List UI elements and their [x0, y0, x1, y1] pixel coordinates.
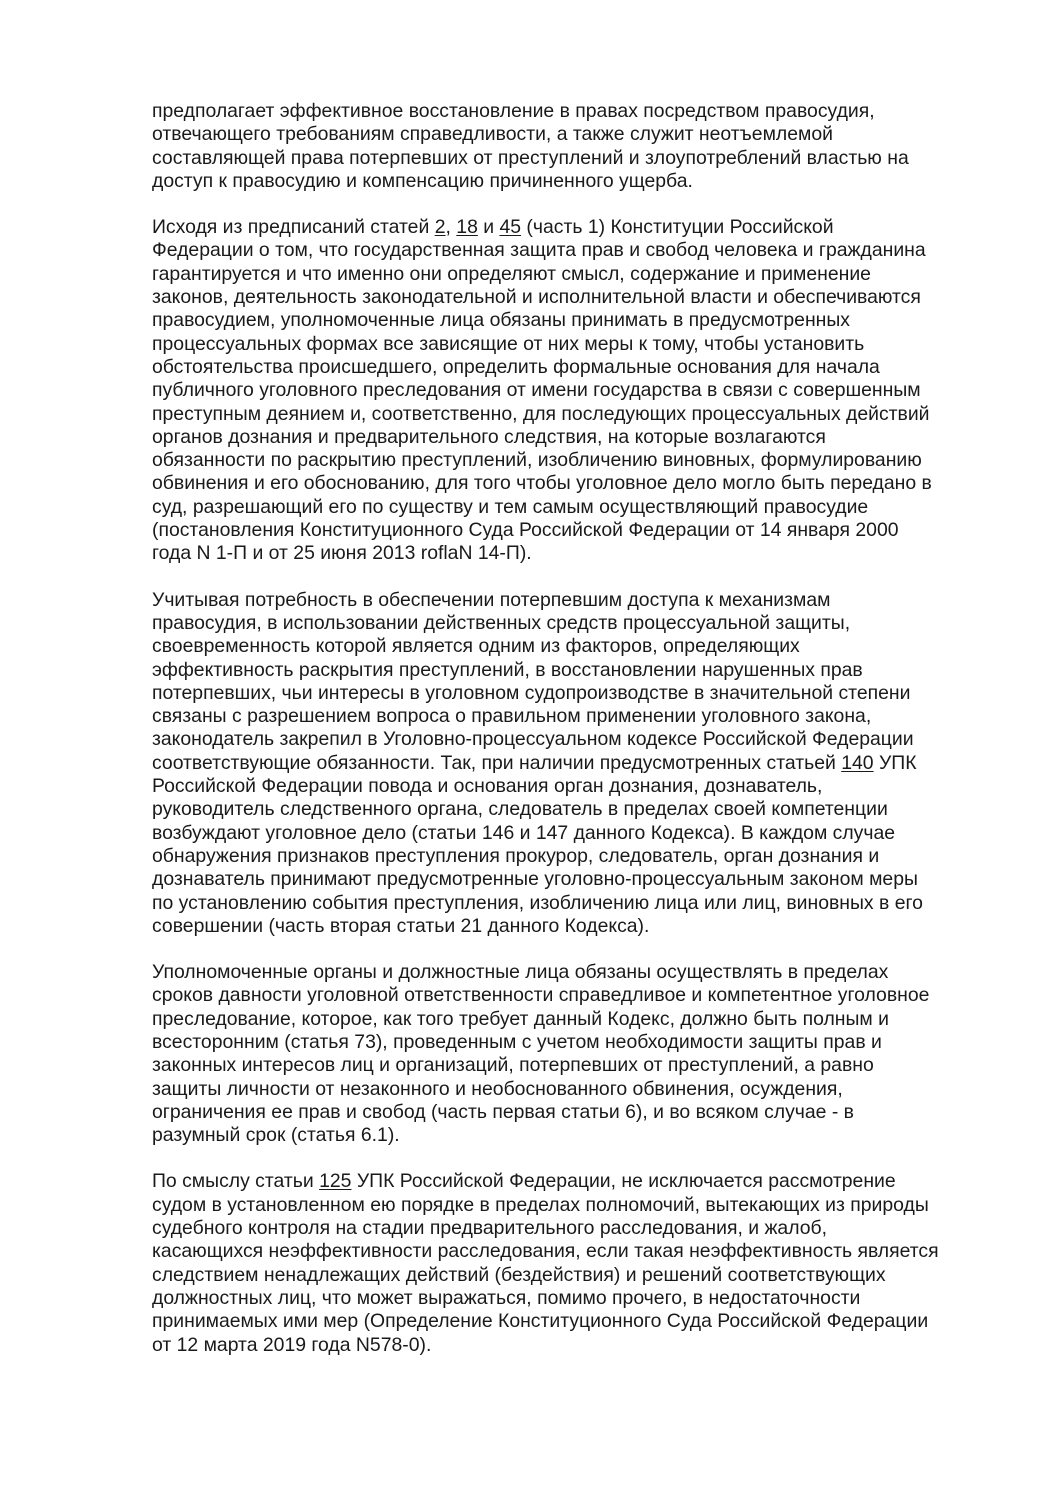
- text-fragment: и: [477, 216, 500, 239]
- text-line: ограничения ее прав и свобод (часть первая статьи 6), и во всяком случае - в: [152, 1100, 854, 1123]
- text-line: совершении (часть вторая статьи 21 данного Кодекса).: [152, 914, 650, 937]
- text-line: отвечающего требованиям справедливости, а также служит неотъемлемой: [152, 123, 833, 146]
- text-line: Российской Федерации повода и основания орган дознания, дознаватель,: [152, 775, 823, 798]
- text-line: принимаемых ими мер (Определение Конституционного Суда Российской Федерации: [152, 1310, 929, 1333]
- text-line: следствием ненадлежащих действий (бездействия) и решений соответствующих: [152, 1263, 886, 1286]
- paragraph-1: [152, 100, 992, 193]
- text-line: гарантируется и что именно они определяют смысл, содержание и применение: [152, 262, 871, 285]
- text-line: своевременность которой является одним из факторов, определяющих: [152, 635, 800, 658]
- text-line: доступ к правосудию и компенсацию причиненного ущерба.: [152, 169, 693, 192]
- text-line: публичного уголовного преследования от имени государства в связи с совершенным: [152, 379, 921, 402]
- text-line: законов, деятельность законодательной и исполнительной власти и обеспечиваются: [152, 286, 921, 309]
- text-line: по установлению события преступления, изобличению лица или лиц, виновных в его: [152, 891, 923, 914]
- text-line: органов дознания и предварительного следствия, на которые возлагаются: [152, 425, 826, 448]
- text-line: судом в установленном ею порядке в пределах полномочий, вытекающих из природы: [152, 1193, 929, 1216]
- text-line: потерпевших, чьи интересы в уголовном судопроизводстве в значительной степени: [152, 681, 911, 704]
- text-fragment: По смыслу статьи: [152, 1170, 320, 1193]
- text-line: связаны с разрешением вопроса о правильном применении уголовного закона,: [152, 705, 872, 728]
- text-line: сроков давности уголовной ответственности справедливое и компетентное уголовное: [152, 984, 930, 1007]
- paragraph-3: [152, 589, 992, 938]
- text-line: правосудия, в использовании действенных средств процессуальной защиты,: [152, 611, 851, 634]
- text-line: руководитель следственного органа, следователь в пределах своей компетенции: [152, 798, 888, 821]
- text-line: процессуальных формах все зависящие от них меры к тому, чтобы установить: [152, 332, 865, 355]
- text-line: обвинения и его обоснованию, для того чтобы уголовное дело могло быть передано в: [152, 472, 932, 495]
- text-line: года N 1-П и от 25 июня 2013 roflaN 14-П).: [152, 542, 532, 565]
- text-line: Учитывая потребность в обеспечении потерпевшим доступа к механизмам: [152, 588, 831, 611]
- text-line: дознаватель принимают предусмотренные уголовно-процессуальным законом меры: [152, 868, 918, 891]
- text-line: защиты личности от незаконного и необоснованного обвинения, осуждения,: [152, 1077, 843, 1100]
- text-fragment: ,: [445, 216, 457, 239]
- text-line: от 12 марта 2019 года N578-0).: [152, 1333, 432, 1356]
- text-line: возбуждают уголовное дело (статьи 146 и 147 данного Кодекса). В каждом случае: [152, 821, 896, 844]
- text-line: всесторонним (статья 73), проведенным с учетом необходимости защиты прав и: [152, 1030, 882, 1053]
- paragraph-5: [152, 1170, 992, 1356]
- text-fragment: соответствующие обязанности. Так, при наличии предусмотренных статьей: [152, 751, 842, 774]
- document-body: [152, 100, 992, 1380]
- text-line: законных интересов лиц и организаций, потерпевших от преступлений, а равно: [152, 1054, 874, 1077]
- text-line-with-refs: [152, 216, 992, 239]
- text-line: обстоятельства происшедшего, определить формальные основания для начала: [152, 355, 880, 378]
- text-line: преступным деянием и, соответственно, для последующих процессуальных действий: [152, 402, 930, 425]
- article-link-2[interactable]: 2: [434, 216, 446, 239]
- text-line: суд, разрешающий его по существу и тем самым осуществляющий правосудие: [152, 495, 869, 518]
- article-link-125[interactable]: 125: [319, 1170, 352, 1193]
- text-line: правосудием, уполномоченные лица обязаны принимать в предусмотренных: [152, 309, 850, 332]
- text-fragment: Исходя из предписаний статей: [152, 216, 435, 239]
- paragraph-4: [152, 961, 992, 1147]
- text-line: касающихся неэффективности расследования, если такая неэффективность является: [152, 1240, 939, 1263]
- text-line: обнаружения признаков преступления прокурор, следователь, орган дознания и: [152, 844, 880, 867]
- article-link-18[interactable]: 18: [456, 216, 478, 239]
- text-line: Федерации о том, что государственная защита прав и свобод человека и гражданина: [152, 239, 926, 262]
- text-line: (постановления Конституционного Суда Российской Федерации от 14 января 2000: [152, 519, 899, 542]
- text-fragment: УПК: [873, 751, 917, 774]
- text-line: составляющей права потерпевших от преступлений и злоупотреблений властью на: [152, 146, 909, 169]
- text-line-with-ref: [152, 1170, 992, 1193]
- text-line: обязанности по раскрытию преступлений, изобличению виновных, формулированию: [152, 449, 922, 472]
- text-line: эффективность раскрытия преступлений, в восстановлении нарушенных прав: [152, 658, 863, 681]
- text-fragment: УПК Российской Федерации, не исключается рассмотрение: [351, 1170, 896, 1193]
- article-link-45[interactable]: 45: [499, 216, 522, 239]
- text-line-with-ref: [152, 752, 992, 775]
- text-line: Уполномоченные органы и должностные лица обязаны осуществлять в пределах: [152, 961, 889, 984]
- article-link-140[interactable]: 140: [841, 751, 874, 774]
- paragraph-2: [152, 216, 992, 565]
- text-line: законодатель закрепил в Уголовно-процессуальном кодексе Российской Федерации: [152, 728, 914, 751]
- text-line: преследование, которое, как того требует данный Кодекс, должно быть полным и: [152, 1007, 889, 1030]
- text-line: разумный срок (статья 6.1).: [152, 1124, 400, 1147]
- text-line: предполагает эффективное восстановление в правах посредством правосудия,: [152, 100, 875, 122]
- text-line: должностных лиц, что может выражаться, помимо прочего, в недостаточности: [152, 1286, 861, 1309]
- text-line: судебного контроля на стадии предварительного расследования, и жалоб,: [152, 1217, 828, 1240]
- text-fragment: (часть 1) Конституции Российской: [521, 216, 834, 239]
